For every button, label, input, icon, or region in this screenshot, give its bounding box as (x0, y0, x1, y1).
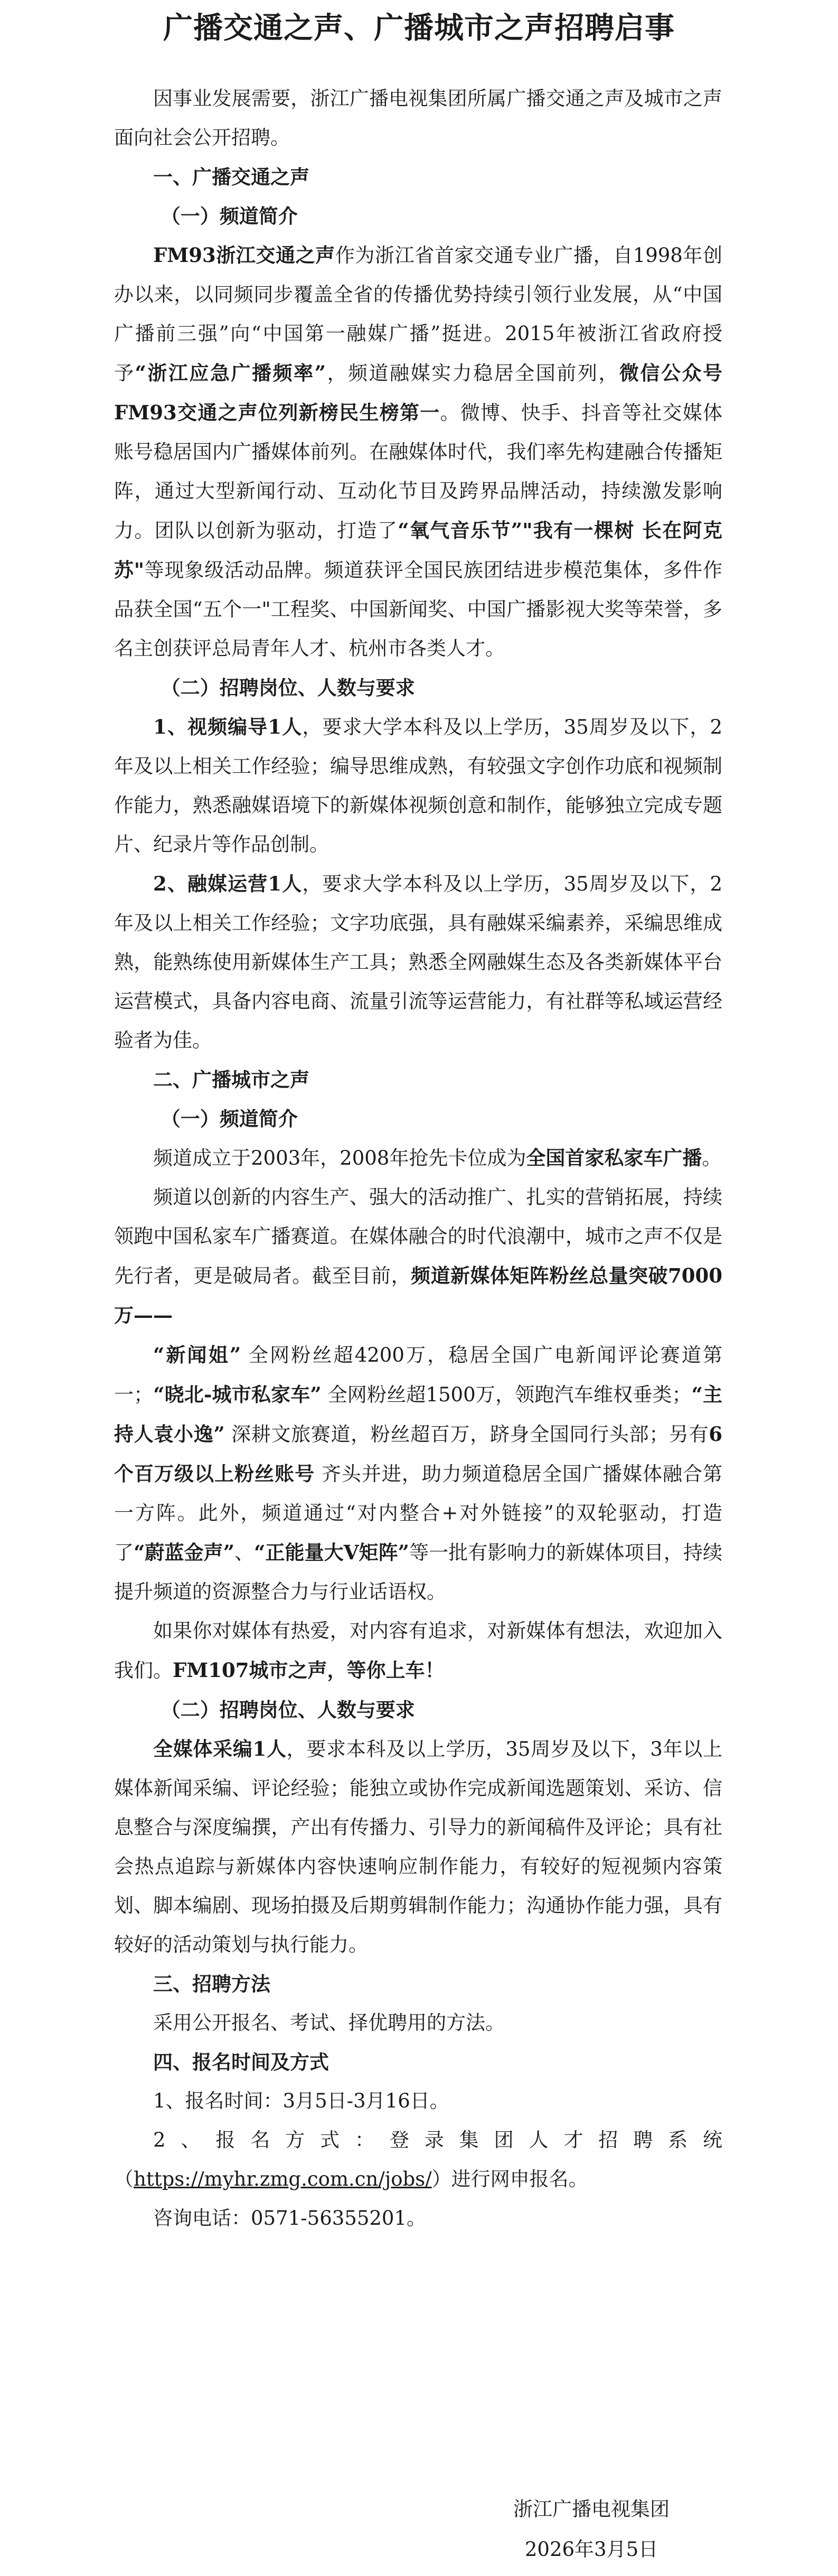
emphasis-text: “浙江应急广播频率” (135, 361, 326, 385)
contact-phone: 咨询电话：0571-56355201。 (153, 2207, 426, 2230)
page-title: 广播交通之声、广播城市之声招聘启事 (163, 11, 675, 45)
body-text: 频道以创新的内容生产、强大的活动推广、扎实的营销拓展，持续领跑中国私家车广播赛道。在媒体融合的时代浪潮中，城市之声不仅是先行者，更是破局者。截至目前， (114, 1186, 722, 1287)
body-text: 。微博、快手、抖音等社交媒体账号稳居国内广播媒体前列。在融媒体时代，我们率先构建融合传播矩阵，通过大型新闻行动、互动化节目及跨界品牌活动，持续激发影响力。团队以创新为驱动，打造了 (114, 401, 723, 542)
job-requirements: ，要求大学本科及以上学历，35周岁及以下，2年及以上相关工作经验；文字功底强，具有融媒采编素养，采编思维成熟，能熟练使用新媒体生产工具；熟悉全网融媒生态及各类新媒体平台运营模式，具备内容电商、流量引流等运营能力，有社群等私域运营经验者为佳。 (114, 873, 722, 1052)
emphasis-text: "我有一棵树 长在阿克苏" (114, 519, 722, 582)
job-title: 1、视频编导1人 (153, 715, 303, 738)
emphasis-text: “新闻姐” (153, 1343, 241, 1366)
emphasis-text: 微信公众号FM93交通之声位列新榜民生榜第一 (114, 361, 723, 424)
body-text: 如果你对媒体有热爱，对内容有追求，对新媒体有想法，欢迎加入我们。 (114, 1619, 722, 1682)
city-channel-intro-3 (114, 1335, 722, 1612)
recruitment-system-link[interactable]: https://myhr.zmg.com.cn/jobs/ (134, 2168, 432, 2190)
emphasis-text: “主持人袁小逸” (114, 1383, 723, 1446)
body-text: 作为浙江省首家交通专业广播，自1998年创办以来，以同频同步覆盖全省的传播优势持续引领行业发展，从“中国广播前三强”向“中国第一融媒广播”挺进。2015年被浙江省政府授予 (114, 244, 722, 385)
signature-organization: 浙江广播电视集团 (513, 2498, 670, 2521)
body-text: 齐头并进，助力频道稳居全国广播媒体融合第一方阵。此外，频道通过“对内整合+对外链接”的双轮驱动，打造了 (114, 1463, 723, 1564)
job-title: 全媒体采编1人 (153, 1737, 287, 1760)
body-text: 全网粉丝超1500万，领跑汽车维权垂类； (327, 1383, 692, 1406)
body-text: 深耕文旅赛道，粉丝超百万，跻身全国同行头部；另有 (231, 1423, 709, 1446)
section2-sub1-heading: （一）频道简介 (161, 1107, 298, 1130)
city-channel-intro-2 (114, 1178, 722, 1335)
emphasis-text: 6个百万级以上粉丝账号 (114, 1422, 722, 1485)
section2-sub2-heading: （二）招聘岗位、人数与要求 (161, 1698, 415, 1721)
traffic-channel-intro (114, 236, 722, 668)
section1-heading: 一、广播交通之声 (153, 165, 309, 189)
section1-sub1-heading: （一）频道简介 (161, 204, 298, 228)
job-title: 2、融媒运营1人 (153, 872, 303, 895)
body-text: ，频道融媒实力稳居全国前列， (325, 362, 619, 385)
signature-date: 2026年3月5日 (524, 2538, 658, 2561)
section1-sub2-heading: （二）招聘岗位、人数与要求 (161, 676, 415, 699)
body-text: ）进行网申报名。 (431, 2168, 588, 2190)
registration-method (114, 2121, 722, 2199)
body-text: 、 (234, 1541, 255, 1564)
emphasis-text: “氧气音乐节” (398, 519, 523, 542)
job-requirements: ，要求本科及以上学历，35周岁及以下，3年以上媒体新闻采编、评论经验；能独立或协作完成新闻选题策划、采访、信息整合与深度编撰，产出有传播力、引导力的新闻稿件及评论；具有社会热点追踪与新媒体内容快速响应制作能力，有较好的短视频内容策划、脚本编剧、现场拍摄及后期剪辑制作能力；沟通协作能力强，具有较好的活动策划与执行能力。 (114, 1738, 722, 1956)
city-channel-intro-1 (114, 1138, 722, 1178)
body-text: 频道成立于2003年，2008年抢先卡位成为 (153, 1147, 526, 1169)
section3-heading: 三、招聘方法 (153, 1972, 270, 1996)
body-text: 2、报名方式：登录集团人才招聘系统（ (114, 2129, 722, 2190)
emphasis-text: 全国首家私家车广播 (526, 1146, 702, 1169)
emphasis-text: “正能量大V矩阵” (254, 1541, 409, 1564)
emphasis-text: “蔚蓝金声” (134, 1541, 234, 1564)
section2-heading: 二、广播城市之声 (153, 1068, 309, 1091)
emphasis-text: “晓北-城市私家车” (153, 1383, 322, 1406)
traffic-job-media-operator (114, 864, 722, 1060)
city-job-all-media-editor (114, 1729, 722, 1964)
registration-time: 1、报名时间：3月5日-3月16日。 (153, 2090, 449, 2112)
section4-heading: 四、报名时间及方式 (153, 2050, 329, 2074)
intro-paragraph: 因事业发展需要，浙江广播电视集团所属广播交通之声及城市之声面向社会公开招聘。 (114, 87, 722, 149)
body-text: 等现象级活动品牌。频道获评全国民族团结进步模范集体，多件作品获全国“五个一"工程奖、中国新闻奖、中国广播影视大奖等荣誉，多名主创获评总局青年人才、杭州市各类人才。 (114, 559, 723, 660)
traffic-job-video-director (114, 707, 722, 864)
city-channel-invitation (114, 1612, 722, 1690)
emphasis-text: FM93浙江交通之声 (153, 243, 335, 267)
job-requirements: ，要求大学本科及以上学历，35周岁及以下，2年及以上相关工作经验；编导思维成熟，有较强文字创作功底和视频制作能力，熟悉融媒语境下的新媒体视频创意和制作，能够独立完成专题片、纪录片等作品创制。 (114, 716, 722, 856)
body-text: 。 (702, 1147, 722, 1169)
recruitment-method: 采用公开报名、考试、择优聘用的方法。 (153, 2011, 505, 2034)
emphasis-text: 频道新媒体矩阵粉丝总量突破7000万—— (114, 1264, 723, 1327)
body-text: 全网粉丝超4200万，稳居全国广电新闻评论赛道第一； (114, 1344, 722, 1406)
notice-body (114, 79, 722, 2238)
emphasis-text: FM107城市之声，等你上车！ (173, 1659, 445, 1682)
body-text: 等一批有影响力的新媒体项目，持续提升频道的资源整合力与行业话语权。 (114, 1541, 723, 1603)
